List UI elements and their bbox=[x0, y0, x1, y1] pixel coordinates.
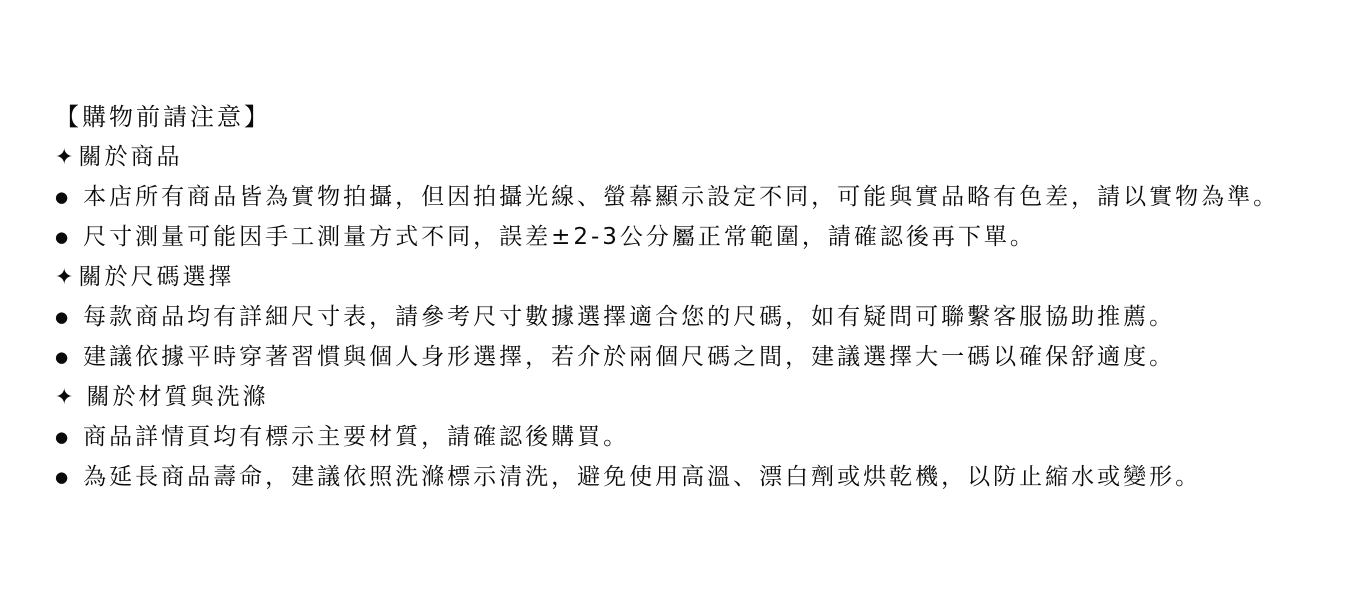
notice-bullet-item bbox=[55, 417, 1366, 457]
bullet-text: 尺寸測量可能因手工測量方式不同，誤差±2-3公分屬正常範圍，請確認後再下單。 bbox=[83, 224, 1036, 250]
notice-bullet-item bbox=[55, 457, 1366, 497]
section-heading-products bbox=[55, 137, 1366, 177]
four-pointed-star-icon: ✦ bbox=[55, 145, 77, 170]
bullet-text: 為延長商品壽命，建議依照洗滌標示清洗，避免使用高溫、漂白劑或烘乾機，以防止縮水或變形。 bbox=[83, 464, 1202, 490]
four-pointed-star-icon: ✦ bbox=[55, 385, 77, 410]
bullet-dot-icon: ● bbox=[55, 348, 72, 366]
bullet-text: 每款商品均有詳細尺寸表，請參考尺寸數據選擇適合您的尺碼，如有疑問可聯繫客服協助推薦。 bbox=[83, 304, 1176, 330]
bullet-text: 本店所有商品皆為實物拍攝，但因拍攝光線、螢幕顯示設定不同，可能與實品略有色差，請以實物為準。 bbox=[83, 184, 1280, 210]
notice-title: 【購物前請注意】 bbox=[55, 103, 271, 131]
bullet-dot-icon: ● bbox=[55, 188, 72, 206]
bullet-dot-icon: ● bbox=[55, 468, 72, 486]
section-heading-text: 關於尺碼選擇 bbox=[78, 264, 235, 290]
section-heading-text: 關於商品 bbox=[78, 144, 183, 170]
four-pointed-star-icon: ✦ bbox=[55, 265, 77, 290]
notice-bullet-item bbox=[55, 217, 1366, 257]
notice-bullet-item bbox=[55, 337, 1366, 377]
notice-bullet-item bbox=[55, 177, 1366, 217]
bullet-dot-icon: ● bbox=[55, 228, 72, 246]
section-heading-sizing bbox=[55, 257, 1366, 297]
bullet-text: 建議依據平時穿著習慣與個人身形選擇，若介於兩個尺碼之間，建議選擇大一碼以確保舒適度。 bbox=[83, 344, 1176, 370]
bullet-dot-icon: ● bbox=[55, 308, 72, 326]
section-heading-text: 關於材質與洗滌 bbox=[86, 384, 269, 410]
section-heading-material-washing bbox=[55, 377, 1366, 417]
bullet-dot-icon: ● bbox=[55, 428, 72, 446]
bullet-text: 商品詳情頁均有標示主要材質，請確認後購買。 bbox=[83, 424, 630, 450]
notice-bullet-item bbox=[55, 297, 1366, 337]
